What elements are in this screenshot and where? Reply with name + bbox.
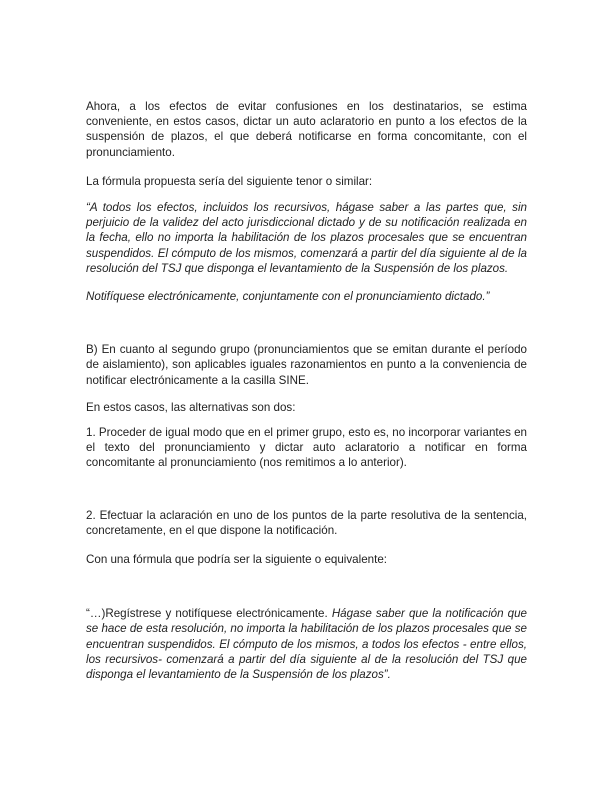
paragraph-b: B) En cuanto al segundo grupo (pronunciamientos que se emitan durante el período de aislamiento), son aplicables iguales razonamientos en punto a la conveniencia de notificar electrónicamente a la casilla SINE. [86,343,527,387]
quote-notify [86,289,527,304]
quote-main-text: “A todos los efectos, incluidos los recursivos, hágase saber a las partes que, sin perjuicio de la validez del acto jurisdiccional dictado y de su notificación realizada en la fecha, ello no importa la habilitación de los plazos procesales que se encuentran suspendidos. El cómputo de los mismos, comenzará a partir del día siguiente al de la resolución del TSJ que disponga el levantamiento de la Suspensión de los plazos. [86,201,527,275]
document-body [86,99,527,682]
paragraph-formula-lead: La fórmula propuesta sería del siguiente tenor o similar: [86,174,373,188]
quote-main [86,200,527,276]
paragraph-intro: Ahora, a los efectos de evitar confusiones en los destinatarios, se estima conveniente, en estos casos, dictar un auto aclaratorio en punto a los efectos de la suspensión de plazos, el que deberá notificarse en forma concomitante, con el pronunciamiento. [86,100,527,159]
final-quote [86,606,527,682]
final-quote-plain: “…)Regístrese y notifíquese electrónicamente. [86,607,332,621]
paragraph-alternative-one: 1. Proceder de igual modo que en el primer grupo, esto es, no incorporar variantes en el texto del pronunciamiento y dictar auto aclaratorio a notificar en forma concomitante al pronunciamiento (nos remitimos a lo anterior). [86,426,527,470]
paragraph-formula2-lead: Con una fórmula que podría ser la siguiente o equivalente: [86,553,387,567]
final-quote-italic: Hágase saber que la notificación que se hace de esta resolución, no importa la habilitación de los plazos procesales que se encuentran suspendidos. El cómputo de los mismos, a todos los efectos - entre ellos, los recursivos- comenzará a partir del día siguiente al de la resolución del TSJ que disponga el levantamiento de la Suspensión de los plazos”. [86,607,527,682]
quote-notify-text: Notifíquese electrónicamente, conjuntamente con el pronunciamiento dictado.” [86,290,490,304]
paragraph-alternatives-lead: En estos casos, las alternativas son dos: [86,400,296,414]
paragraph-alternative-two: 2. Efectuar la aclaración en uno de los puntos de la parte resolutiva de la sentencia, concretamente, en el que dispone la notificación. [86,508,527,537]
